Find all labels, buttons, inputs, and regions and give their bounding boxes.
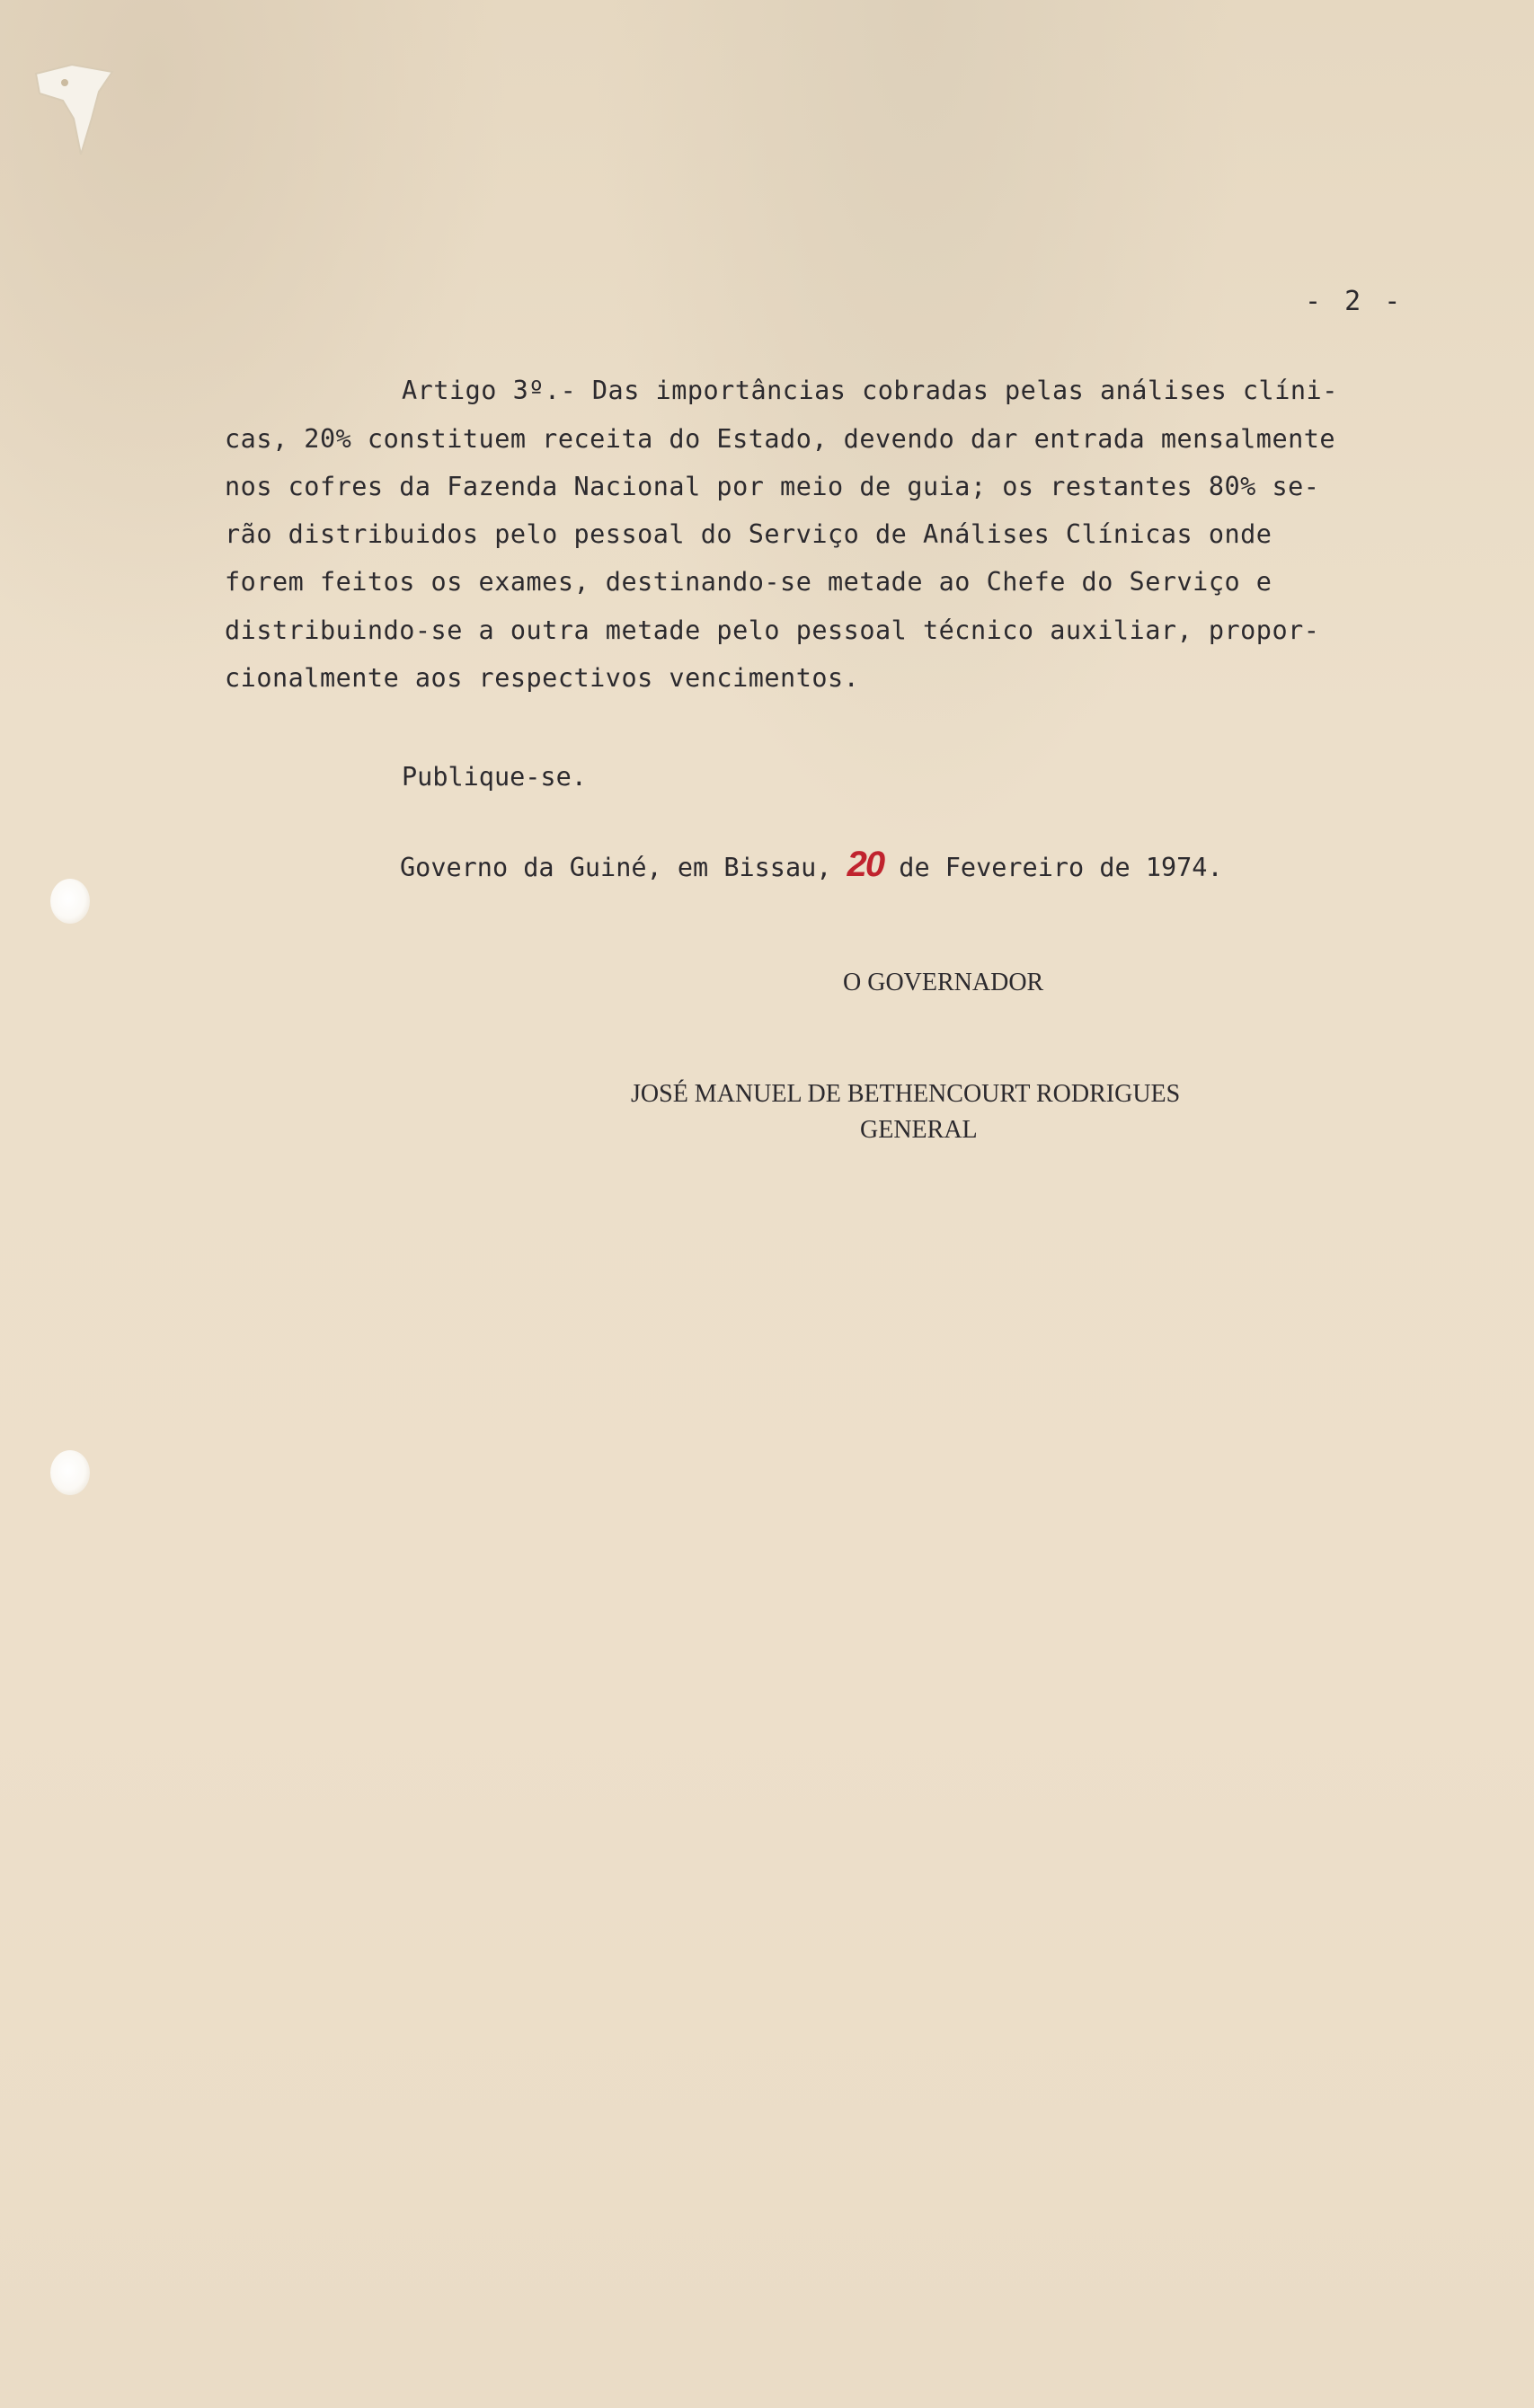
corner-tear-mark bbox=[27, 56, 126, 164]
paragraph-line: cas, 20% constituem receita do Estado, devendo dar entrada mensalmente bbox=[225, 424, 1336, 454]
signature-role: O GOVERNADOR bbox=[843, 969, 1044, 996]
signature-rank: GENERAL bbox=[860, 1116, 978, 1144]
signature-name: JOSÉ MANUEL DE BETHENCOURT RODRIGUES bbox=[631, 1080, 1181, 1108]
paragraph-line: Artigo 3º.- Das importâncias cobradas pelas análises clíni- bbox=[402, 376, 1338, 405]
date-prefix: Governo da Guiné, em Bissau, bbox=[400, 853, 832, 882]
paragraph-line: cionalmente aos respectivos vencimentos. bbox=[225, 663, 860, 693]
paragraph-line: nos cofres da Fazenda Nacional por meio de guia; os restantes 80% se- bbox=[225, 472, 1320, 501]
publique-line: Publique-se. bbox=[402, 762, 587, 792]
paragraph-line: distribuindo-se a outra metade pelo pessoal técnico auxiliar, propor- bbox=[225, 615, 1320, 645]
paragraph-line: forem feitos os exames, destinando-se metade ao Chefe do Serviço e bbox=[225, 567, 1272, 597]
date-suffix: de Fevereiro de 1974. bbox=[899, 853, 1223, 882]
punch-hole-top bbox=[50, 879, 90, 924]
punch-hole-bottom bbox=[50, 1450, 90, 1495]
paragraph-line: rão distribuidos pelo pessoal do Serviço de Análises Clínicas onde bbox=[225, 519, 1272, 549]
page-number: - 2 - bbox=[1305, 286, 1405, 317]
date-line bbox=[400, 845, 1223, 885]
date-day-stamp: 20 bbox=[847, 845, 884, 884]
